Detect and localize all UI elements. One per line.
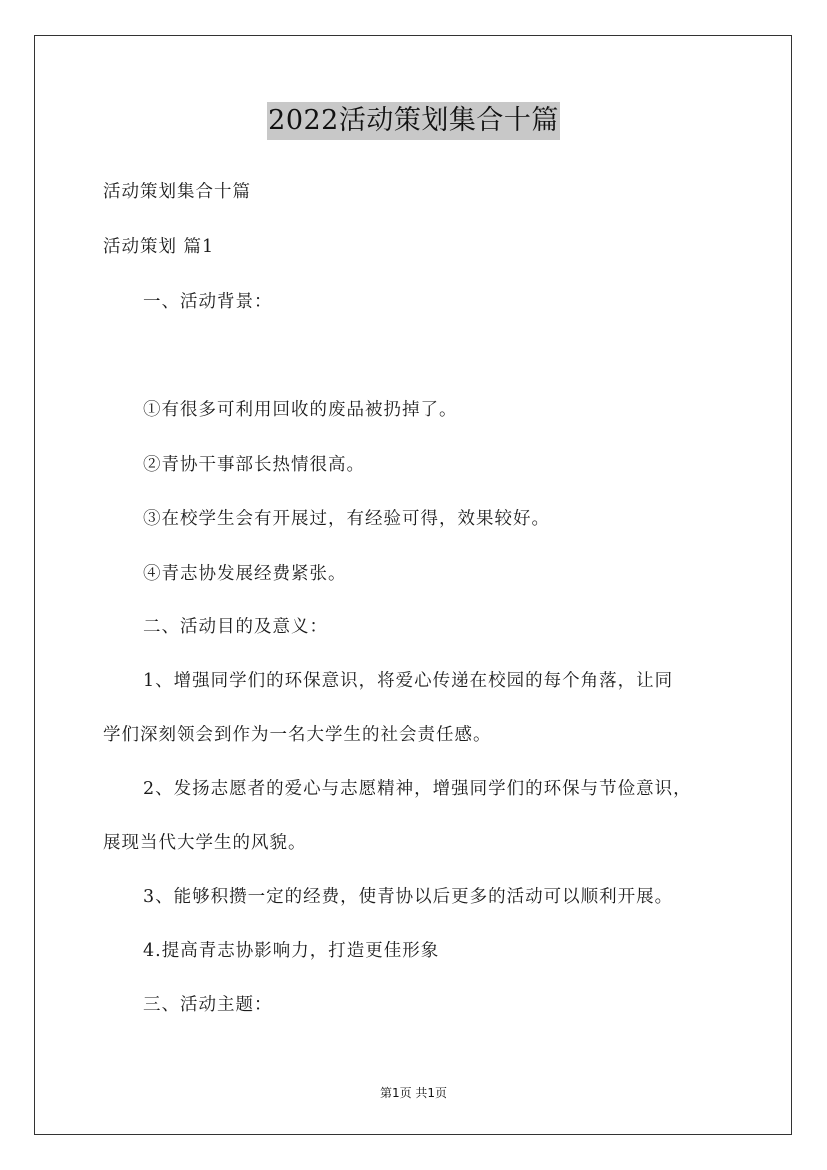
paragraph-line: 1、增强同学们的环保意识，将爱心传递在校园的每个角落，让同 [143, 671, 674, 691]
document-title: 2022活动策划集合十篇 [267, 102, 560, 140]
paragraph-line: 展现当代大学生的风貌。 [103, 833, 307, 853]
paragraph-line: ②青协干事部长热情很高。 [143, 455, 365, 475]
paragraph-line: 二、活动目的及意义： [143, 617, 328, 637]
title-container [0, 102, 827, 140]
paragraph-line: 三、活动主题： [143, 995, 273, 1015]
paragraph-line: 4.提高青志协影响力，打造更佳形象 [143, 941, 440, 961]
section-heading-line: 活动策划 篇1 [103, 237, 215, 257]
paragraph-line: 2、发扬志愿者的爱心与志愿精神，增强同学们的环保与节俭意识， [143, 779, 692, 799]
subtitle-line: 活动策划集合十篇 [103, 182, 251, 202]
paragraph-line: 一、活动背景： [143, 292, 273, 312]
paragraph-line: ①有很多可利用回收的废品被扔掉了。 [143, 400, 458, 420]
paragraph-line: 3、能够积攒一定的经费，使青协以后更多的活动可以顺利开展。 [143, 887, 674, 907]
paragraph-line: ④青志协发展经费紧张。 [143, 564, 347, 584]
paragraph-line: ③在校学生会有开展过，有经验可得，效果较好。 [143, 509, 550, 529]
paragraph-line: 学们深刻领会到作为一名大学生的社会责任感。 [103, 725, 492, 745]
page-footer: 第1页 共1页 [379, 1086, 448, 1100]
